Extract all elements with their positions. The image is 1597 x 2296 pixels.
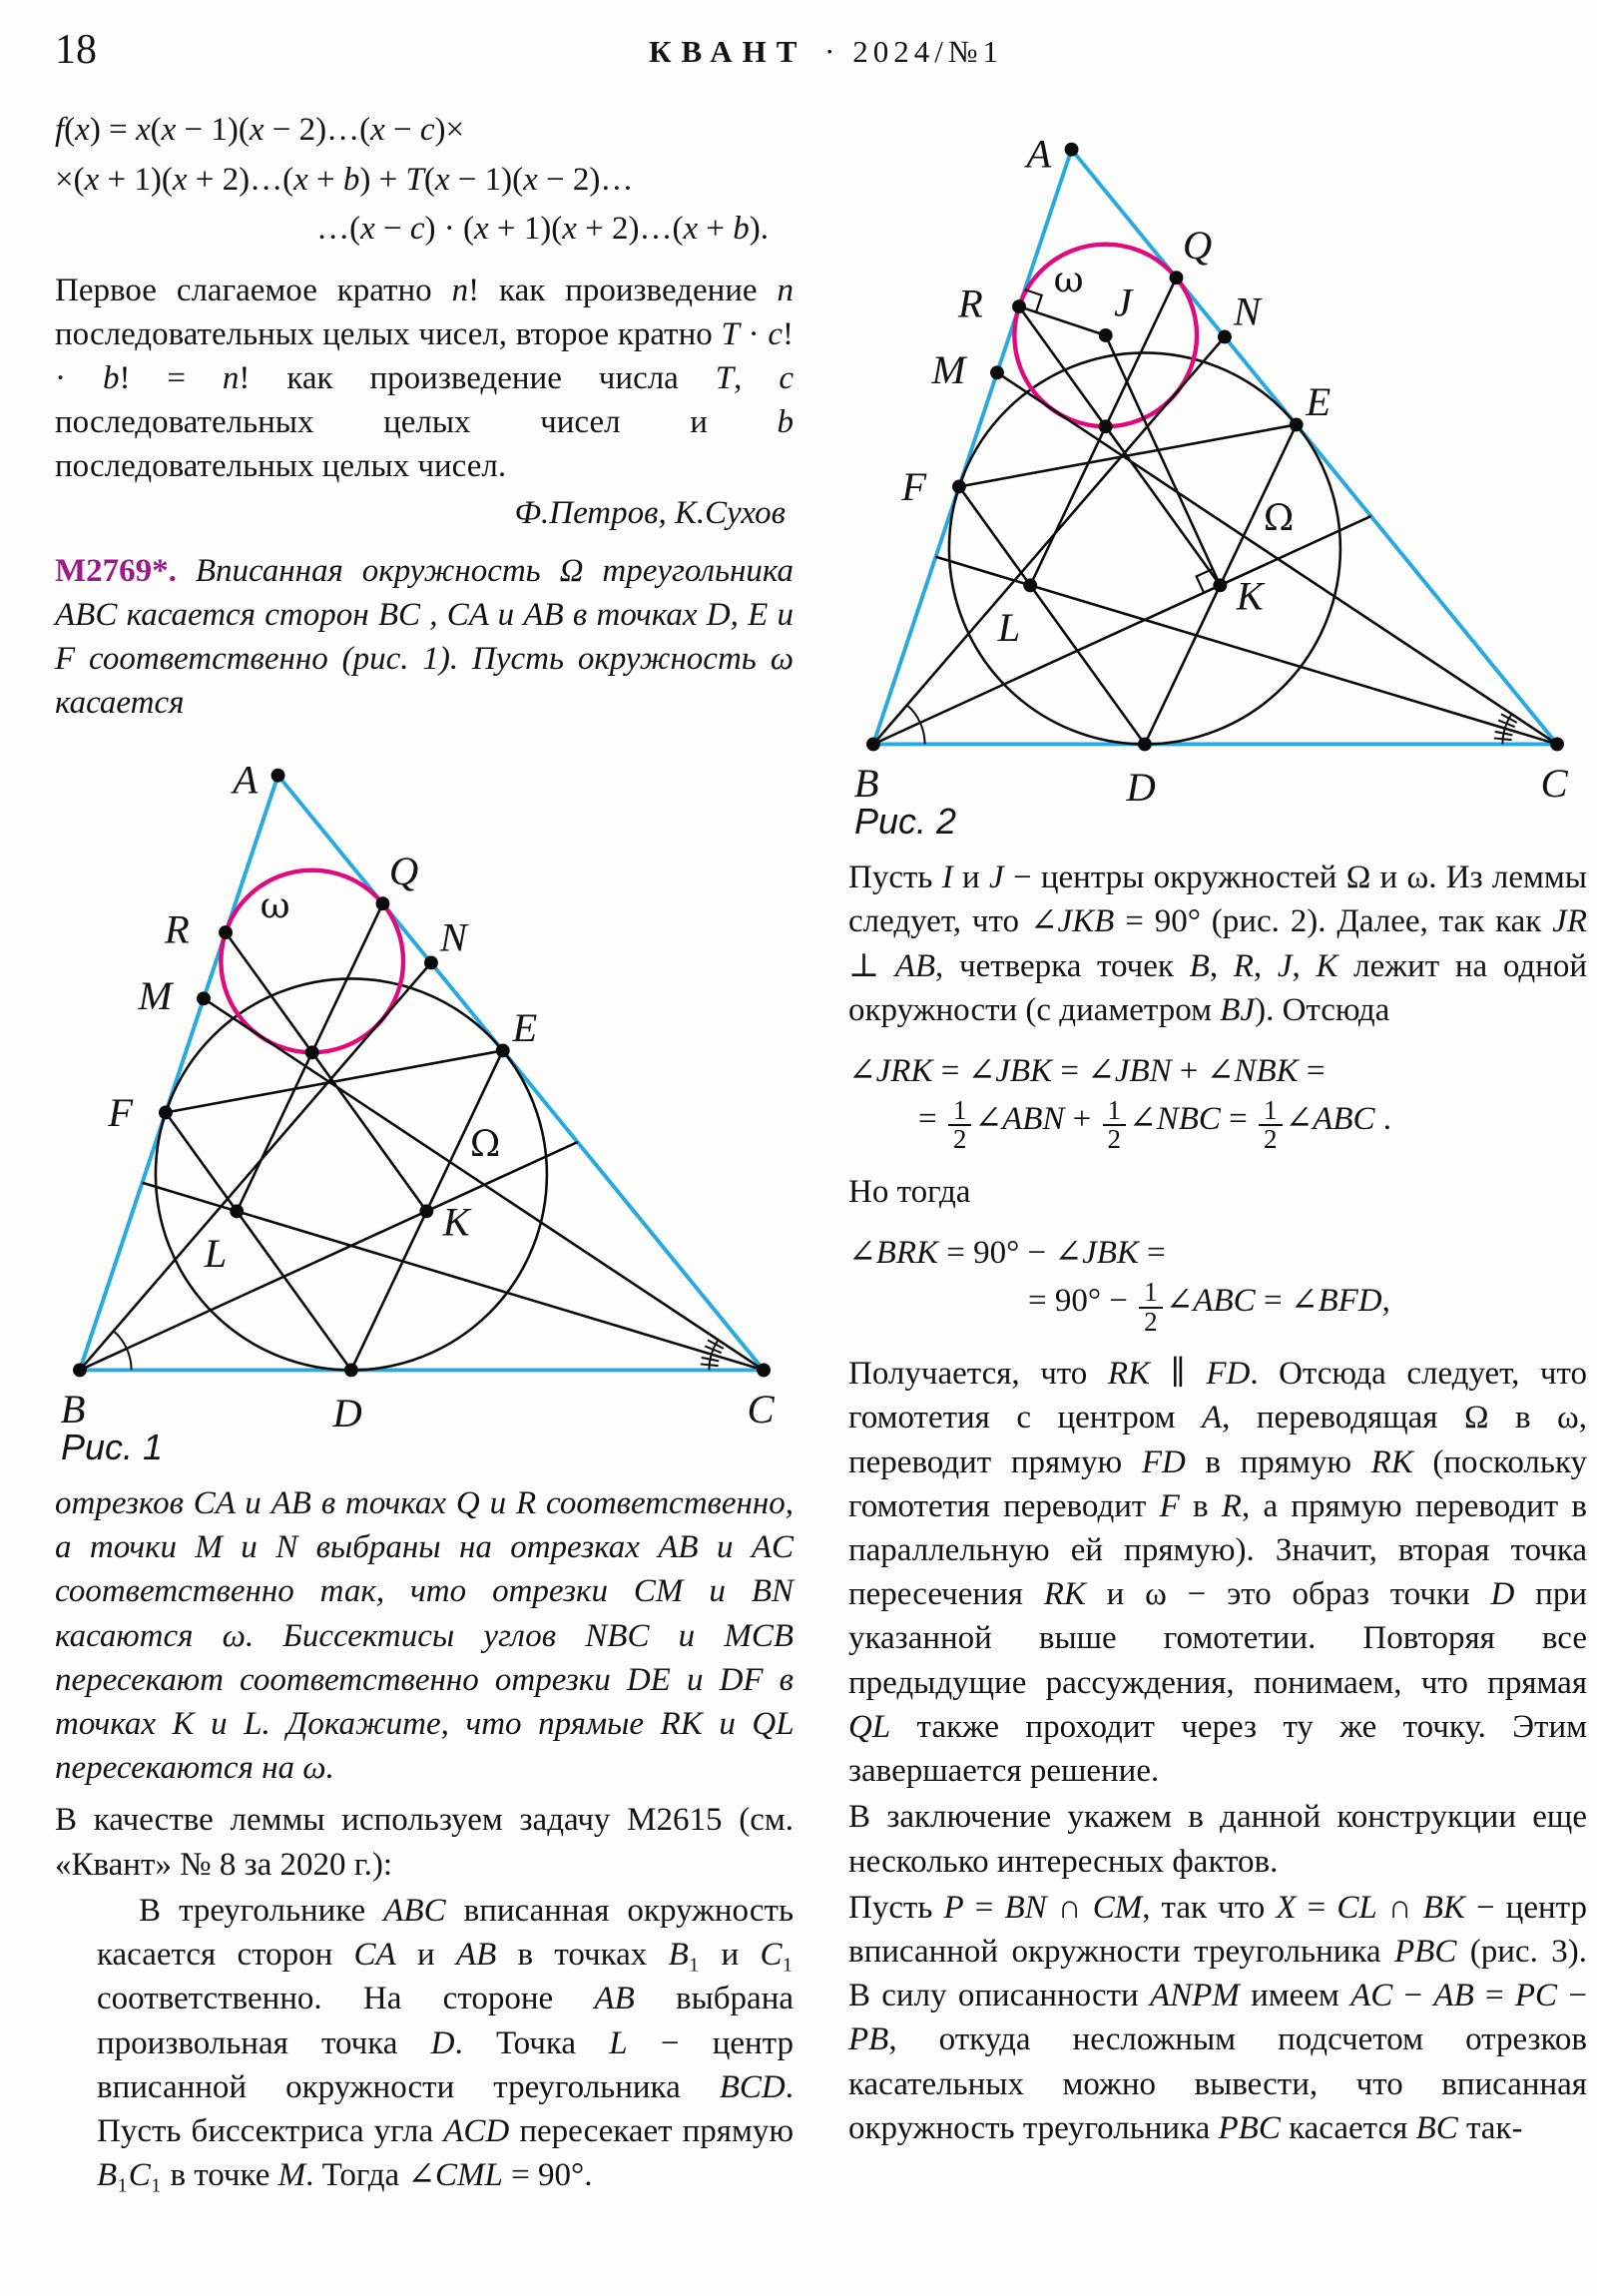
triangle-side-AC <box>278 775 765 1370</box>
figure-2-drawing <box>848 110 1582 804</box>
problem-number-label: М2769*. <box>55 552 177 589</box>
point-dot-E <box>1290 417 1304 431</box>
point-dot-L <box>1023 578 1037 592</box>
angle-arc-C <box>1502 729 1504 745</box>
point-dot-R <box>1012 299 1026 313</box>
point-label-D: D <box>1126 765 1156 804</box>
point-dot-M <box>197 991 211 1005</box>
figure-2-caption: Рис. 2 <box>854 801 957 842</box>
point-dot-B <box>866 737 880 751</box>
point-label-R: R <box>164 906 190 952</box>
small-circle-label: ω <box>260 883 290 927</box>
formula-line: …(x − c) · (x + 1)(x + 2)…(x + b). <box>316 211 769 247</box>
formula-line: ∠JRK = ∠JBK = ∠JBN + ∠NBK = <box>848 1053 1326 1090</box>
problem-intro-text: Вписанная окружность Ω треугольника ABC касается сторон BC , CA и AB в точках D, E и F соответственно (рис. 1). Пусть окружность ω касается <box>55 552 795 722</box>
point-dot-J <box>1099 328 1113 342</box>
point-label-N: N <box>1233 288 1261 334</box>
incircle-Omega <box>949 352 1340 744</box>
journal-title-line <box>55 34 1597 70</box>
point-label-B: B <box>853 761 879 804</box>
angle-arc-tick <box>701 1364 719 1366</box>
authors-attribution: Ф.Петров, К.Сухов <box>514 494 786 531</box>
point-dot-D <box>344 1363 358 1377</box>
chord-DF <box>959 486 1145 744</box>
point-dot-R <box>219 925 233 939</box>
angle-formula-jrk <box>848 1048 1587 1154</box>
incircle-Omega <box>156 978 547 1370</box>
point-dot-M <box>990 365 1004 379</box>
problem-statement-continuation: отрезков CA и AB в точках Q и R соответственно, а точки M и N выбраны на отрезках AB и AC соответственно так, что отрезки CM и BN касаются ω. Биссектисы углов NBC и MCB пересекают соответственно отрезки DE и DF в точках K и L. Докажите, что прямые RK и QL пересекаются на ω. <box>55 1484 795 1787</box>
angle-formula-brk <box>848 1230 1587 1336</box>
angle-arc-B <box>127 1349 132 1370</box>
point-label-R: R <box>957 281 983 326</box>
point-label-K: K <box>1236 573 1264 619</box>
point-label-N: N <box>439 914 467 960</box>
angle-arc-tick <box>1494 738 1512 740</box>
formula-line: f(x) = x(x − 1)(x − 2)…(x − c)× <box>55 112 465 148</box>
journal-issue: 2024/№1 <box>852 34 1003 69</box>
angle-arc-B <box>907 705 920 723</box>
point-label-E: E <box>512 1004 538 1050</box>
line-BN <box>873 336 1225 744</box>
point-dot-D <box>1138 737 1152 751</box>
point-label-E: E <box>1306 378 1331 424</box>
homothety-paragraph: Получается, что RK ∥ FD. Отсюда следует, что гомотетия с центром A, переводящая Ω в ω, переводит прямую FD в прямую RK (поскольку гомотетия переводит F в R, а прямую переводит в параллельную ей прямую). Значит, вторая точка пересечения RK и ω − это образ точки D при указанной выше гомотетии. Повторяя все предыдущие рассуждения, понимаем, что прямая QL также проходит через ту же точку. Этим завершается решение. <box>848 1356 1588 1790</box>
formula-line: = $\frac{1}{2}$ ∠ABN + $\frac{1}{2}$ ∠NBC = $\frac{1}{2}$ ∠ABC . <box>918 1094 1392 1155</box>
factorial-formula <box>55 106 794 255</box>
point-dot-X <box>305 1045 319 1059</box>
point-label-L: L <box>997 605 1021 651</box>
point-label-C: C <box>747 1386 775 1430</box>
point-dot-Q <box>376 896 390 910</box>
point-label-L: L <box>204 1230 228 1276</box>
line-BN <box>80 962 431 1370</box>
lemma-intro: В качестве леммы используем задачу М2615 (см. «Квант» № 8 за 2020 г.): <box>55 1802 794 1883</box>
page-header <box>55 26 1597 78</box>
but-then-text: Но тогда <box>848 1174 971 1211</box>
triangle-side-AB <box>80 775 278 1370</box>
right-column <box>848 100 1587 2199</box>
point-label-B: B <box>60 1386 86 1430</box>
journal-separator: · <box>824 34 835 69</box>
point-dot-F <box>159 1105 173 1119</box>
segment-JK <box>1106 335 1221 585</box>
problem-statement-intro <box>55 549 794 726</box>
small-circle-label: ω <box>1053 258 1084 301</box>
big-circle-label: Ω <box>469 1121 501 1165</box>
formula-line: ×(x + 1)(x + 2)…(x + b) + T(x − 1)(x − 2)… <box>55 161 634 198</box>
point-dot-N <box>424 955 438 969</box>
point-dot-C <box>757 1363 771 1377</box>
point-label-K: K <box>442 1199 470 1245</box>
point-label-C: C <box>1540 761 1568 804</box>
point-label-A: A <box>233 757 259 803</box>
chord-DF <box>166 1112 351 1370</box>
point-dot-Q <box>1170 271 1184 285</box>
figure-1 <box>55 736 794 1471</box>
point-dot-F <box>952 480 966 494</box>
point-dot-C <box>1550 737 1564 751</box>
angle-arc-C <box>709 1354 711 1370</box>
big-circle-label: Ω <box>1263 495 1295 539</box>
point-label-D: D <box>332 1390 362 1430</box>
point-dot-K <box>419 1204 433 1218</box>
point-label-Q: Q <box>1182 222 1213 268</box>
formula-line: ∠BRK = 90° − ∠JBK = <box>848 1235 1166 1272</box>
line-FE <box>959 424 1297 486</box>
point-label-F: F <box>901 464 927 510</box>
point-label-Q: Q <box>388 848 419 893</box>
point-dot-L <box>230 1204 244 1218</box>
figure-2 <box>848 110 1587 846</box>
conclusion-paragraph: В заключение укажем в данной конструкции еще несколько интересных фактов. <box>848 1799 1587 1880</box>
point-label-M: M <box>931 347 966 393</box>
point-label-M: M <box>138 972 173 1018</box>
triangle-side-AC <box>1072 150 1557 745</box>
angle-arc-B <box>920 723 925 744</box>
point-dot-X <box>1099 419 1113 433</box>
journal-name: КВАНТ <box>649 34 807 69</box>
point-label-A: A <box>1026 131 1052 177</box>
lemma-text: В треугольнике ABC вписанная окружность касается сторон CA и AB в точках B₁ и C₁ соответственно. На стороне AB выбрана произвольная точка D. Точка L − центр вписанной окружности треугольника BCD. Пусть биссектриса угла ACD пересекает прямую B₁C₁ в точке M. Тогда ∠CML = 90°. <box>97 1892 795 2194</box>
point-dot-B <box>73 1363 87 1377</box>
figure-1-caption: Рис. 1 <box>61 1426 164 1467</box>
solution-intro-paragraph: Пусть I и J − центры окружностей Ω и ω. Из леммы следует, что ∠JKB = 90° (рис. 2). Далее, так как JR ⊥ AB, четверка точек B, R, J, K лежит на одной окружности (с диаметром BJ). Отсюда <box>848 860 1587 1028</box>
point-dot-A <box>1065 143 1079 157</box>
left-column <box>55 100 794 2199</box>
point-dot-E <box>496 1043 510 1057</box>
point-dot-A <box>271 768 285 782</box>
factorial-paragraph: Первое слагаемое кратно n! как произведение n последовательных целых чисел, второе кратно T · c! · b! = n! как произведение числа T, c последовательных целых чисел и b последовательных целых чисел. <box>55 272 794 485</box>
line-FE <box>166 1050 503 1112</box>
formula-line: = 90° − $\frac{1}{2}$ ∠ABC = ∠BFD, <box>1028 1276 1390 1337</box>
point-dot-N <box>1218 330 1232 344</box>
facts-paragraph: Пусть P = BN ∩ CM, так что X = CL ∩ BK − центр вписанной окружности треугольника PBC (рис. 3). В силу описанности ANPM имеем AC − AB = PC − PB, откуда несложным подсчетом отрезков касательных можно вывести, что вписанная окружность треугольника PBC касается BC так- <box>848 1889 1587 2146</box>
point-label-J: J <box>1114 280 1133 325</box>
page-number: 18 <box>55 27 97 73</box>
segment-JR <box>1019 306 1106 335</box>
point-label-F: F <box>108 1089 134 1135</box>
triangle-side-AB <box>873 150 1072 745</box>
angle-arc-B <box>114 1331 127 1349</box>
figure-1-drawing <box>55 736 789 1430</box>
point-dot-K <box>1213 578 1227 592</box>
